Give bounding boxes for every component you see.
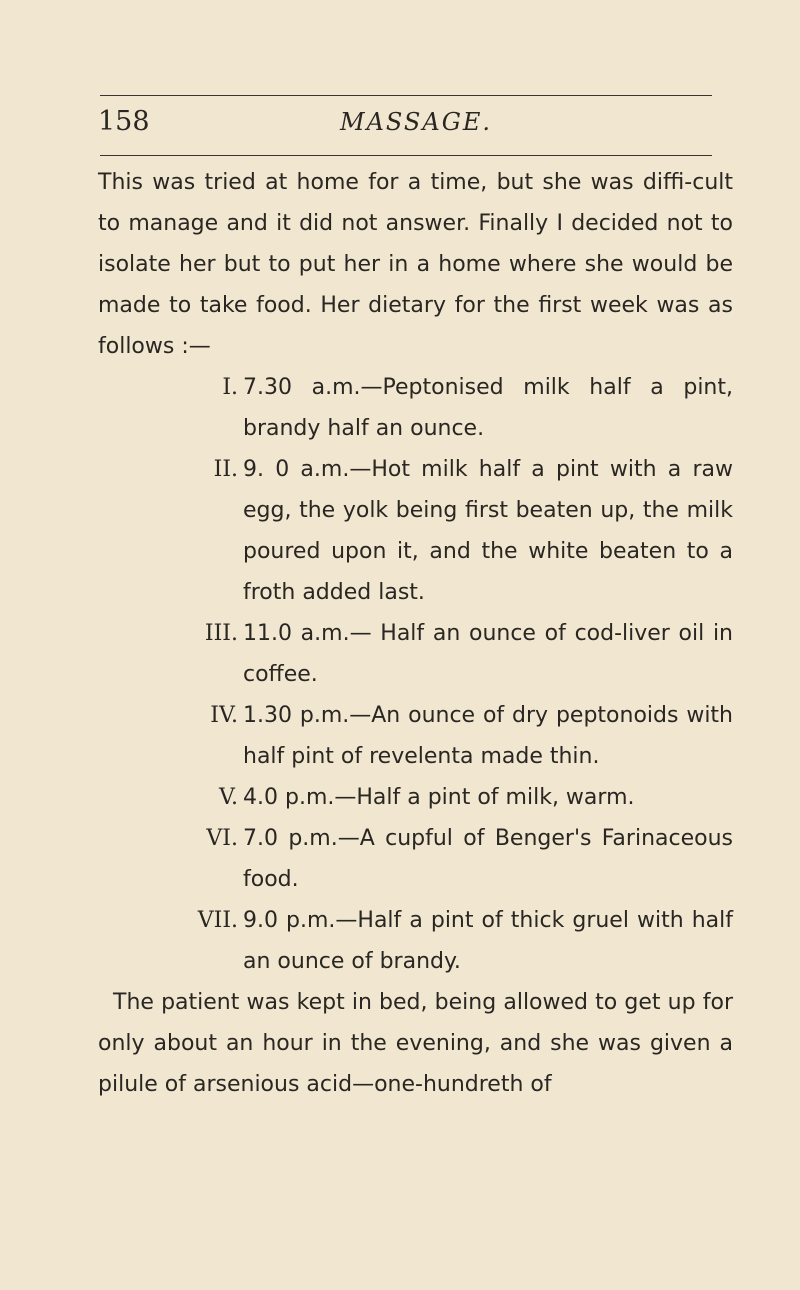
item-text: 9. 0 a.m.—Hot milk half a pint with a raw egg, the yolk being first beaten up, the milk poured upon it, and the white beaten to a froth added last. [243,457,733,605]
dietary-list [98,367,733,982]
running-head: MASSAGE. [340,108,493,136]
item-numeral: III. [204,621,238,646]
page-number: 158 [98,106,150,137]
item-numeral: V. [218,785,238,810]
item-text: 11.0 a.m.— Half an ounce of cod-liver oil in coffee. [243,621,733,687]
body-text [98,162,733,1105]
dietary-item [98,777,733,818]
item-text: 7.0 p.m.—A cupful of Benger's Farinaceous food. [243,826,733,892]
dietary-item [98,449,733,613]
dietary-item [98,695,733,777]
item-text: 9.0 p.m.—Half a pint of thick gruel with half an ounce of brandy. [243,908,733,974]
dietary-item [98,818,733,900]
header-rule-top [100,95,712,96]
item-numeral: IV. [210,703,238,728]
dietary-item [98,613,733,695]
closing-paragraph: The patient was kept in bed, being allowed to get up for only about an hour in the evening, and she was given a pilule of arsenious acid—one-hundreth of [98,990,733,1097]
item-text: 7.30 a.m.—Peptonised milk half a pint, brandy half an ounce. [243,375,733,441]
item-numeral: VII. [197,908,238,933]
item-text: 1.30 p.m.—An ounce of dry peptonoids with half pint of revelenta made thin. [243,703,733,769]
item-numeral: II. [213,457,238,482]
header-rule-bottom [100,155,712,156]
item-numeral: VI. [206,826,238,851]
dietary-item [98,900,733,982]
intro-paragraph: This was tried at home for a time, but she was diffi-cult to manage and it did not answer. Finally I decided not to isolate her but to put her in a home where she would be made to take food. Her dietary for the first week was as follows :— [98,170,733,359]
item-text: 4.0 p.m.—Half a pint of milk, warm. [243,785,635,810]
item-numeral: I. [222,375,238,400]
dietary-item [98,367,733,449]
